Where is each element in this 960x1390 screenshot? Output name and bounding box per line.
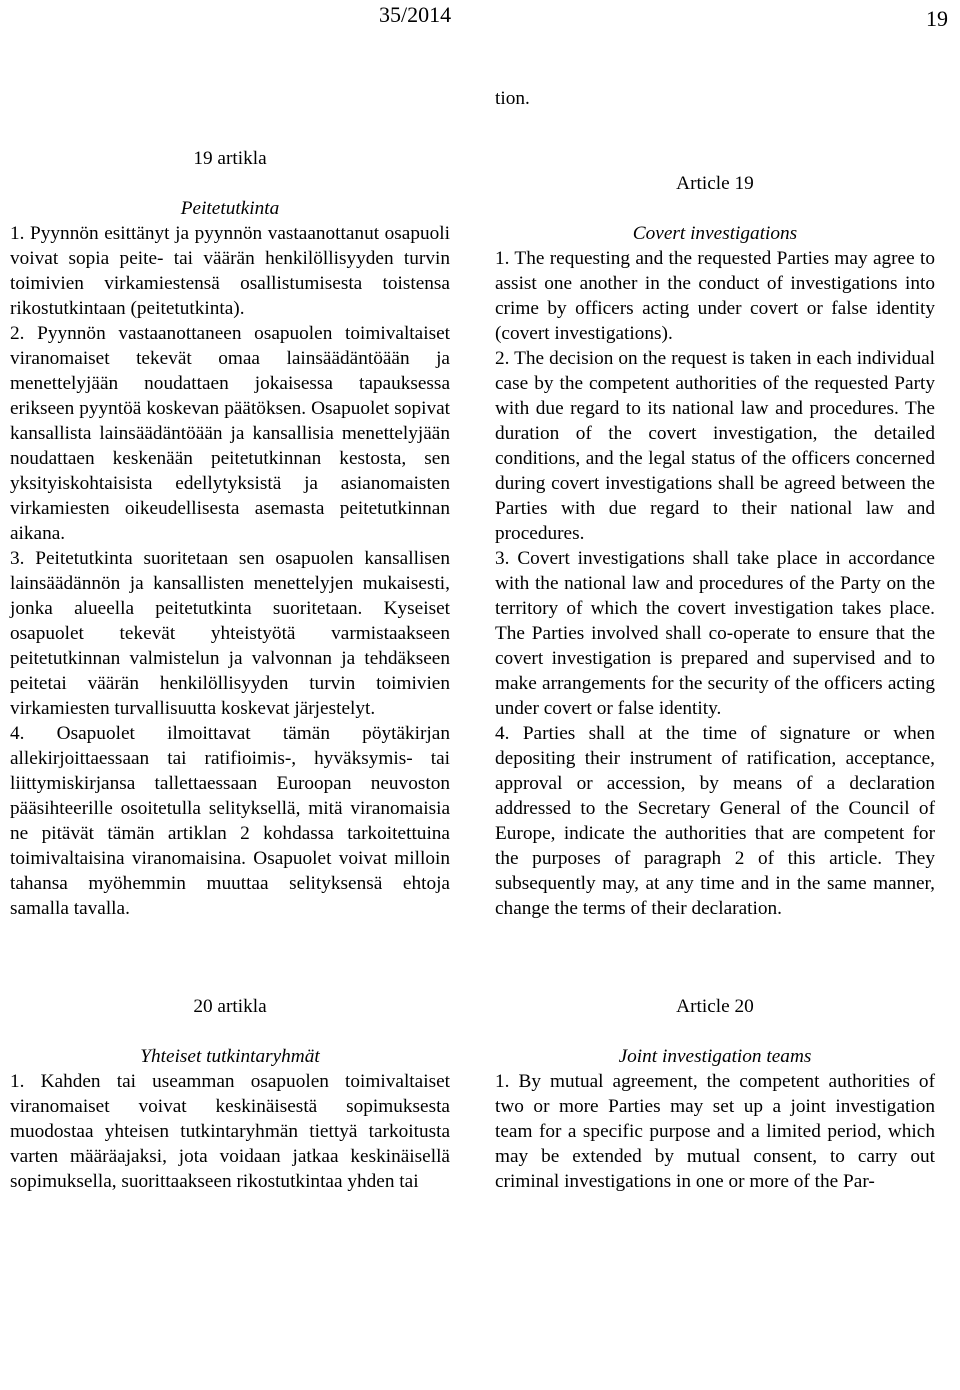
continued-fragment: tion.: [495, 88, 530, 109]
article-19-paragraph-1-en: 1. The requesting and the requested Parties may agree to assist one another in the conduct of investigations into crime by officers acting under covert or false identity (covert investigations).: [495, 248, 935, 344]
article-19-paragraph-1: 1. Pyynnön esittänyt ja pyynnön vastaanottanut osapuoli voivat sopia peite- tai väärän henkilöllisyyden turvin toimivien virkamiestensä osallistumisesta toistensa rikostutkintaan (peitetutkinta).: [10, 223, 450, 319]
finnish-column: [10, 86, 450, 1194]
page-reference: 35/2014: [379, 2, 452, 27]
article-19-paragraph-2: 2. Pyynnön vastaanottaneen osapuolen toimivaltaiset viranomaiset tekevät omaa lainsäädäntöään ja menettelyjään noudattaen jokaisessa tapauksessa erikseen pyyntöä koskevan päätöksen. Osapuolet sopivat kansallista lainsäädäntöään ja kansallisia menettelyjään noudattaen keskenään peitetutkinnan kestosta, sen yksityiskohtaisista edellytyksistä ja asianomaisten virkamiesten oikeudellisesta asemasta peitetutkinnan aikana.: [10, 323, 450, 544]
english-column: [495, 86, 935, 1194]
article-19-title: Peitetutkinta: [180, 198, 280, 219]
article-19-paragraph-3: 3. Peitetutkinta suoritetaan sen osapuolen kansallisen lainsäädännön ja kansallisten menettelyjen mukaisesti, jonka alueella peitetutkinta suoritetaan. Kyseiset osapuolet tekevät yhteistyötä varmistaakseen peitetutkinnan valmistelun ja valvonnan ja tehdäkseen peitetai väärän henkilöllisyyden turvin toimivien virkamiesten turvallisuutta koskevat järjestelyt.: [10, 548, 450, 719]
article-20-paragraph-1-en: 1. By mutual agreement, the competent authorities of two or more Parties may set up a joint investigation team for a specific purpose and a limited period, which may be extended by mutual consent, to carry out criminal investigations in one or more of the Par-: [495, 1071, 935, 1192]
article-20-title-en: Joint investigation teams: [618, 1046, 812, 1067]
page-number: 19: [926, 6, 948, 31]
article-19-number: 19 artikla: [193, 148, 267, 169]
article-19-paragraph-2-en: 2. The decision on the request is taken in each individual case by the competent authorities of the requested Party with due regard to its national law and procedures. The duration of the covert investigation, the detailed conditions, and the legal status of the officers concerned during covert investigations shall be agreed between the Parties with due regard to their national law and procedures.: [495, 348, 935, 544]
article-20-title: Yhteiset tutkintaryhmät: [140, 1046, 320, 1067]
article-19-number-en: Article 19: [676, 173, 754, 194]
article-19-paragraph-4: 4. Osapuolet ilmoittavat tämän pöytäkirjan allekirjoittaessaan tai ratifioimis-, hyväksymis- tai liittymiskirjansa tallettaessaan Euroopan neuvoston pääsihteerille osoitetulla selityksellä, mitä viranomaisia ne pitävät tämän artiklan 2 kohdassa tarkoitettuina toimivaltaisina viranomaisina. Osapuolet voivat milloin tahansa myöhemmin muuttaa selityksensä ehtoja samalla tavalla.: [10, 723, 450, 919]
article-19-paragraph-4-en: 4. Parties shall at the time of signature or when depositing their instrument of ratification, acceptance, approval or accession, by means of a declaration addressed to the Secretary General of the Council of Europe, indicate the authorities that are competent for the purposes of paragraph 2 of this article. They subsequently may, at any time and in the same manner, change the terms of their declaration.: [495, 723, 935, 919]
article-19-title-en: Covert investigations: [632, 223, 798, 244]
article-20-number-en: Article 20: [676, 996, 754, 1017]
article-20-paragraph-1: 1. Kahden tai useamman osapuolen toimivaltaiset viranomaiset voivat keskinäisestä sopimuksesta muodostaa yhteisen tutkintaryhmän tiettyä tarkoitusta varten määräajaksi, jota voidaan jatkaa keskinäisellä sopimuksella, suorittaakseen rikostutkintaa yhden tai: [10, 1071, 450, 1192]
article-19-paragraph-3-en: 3. Covert investigations shall take place in accordance with the national law and procedures of the Party on the territory of which the covert investigation takes place. The Parties involved shall co-operate to ensure that the covert investigation is prepared and supervised and to make arrangements for the security of the officers acting under covert or false identity.: [495, 548, 935, 719]
article-20-number: 20 artikla: [193, 996, 267, 1017]
